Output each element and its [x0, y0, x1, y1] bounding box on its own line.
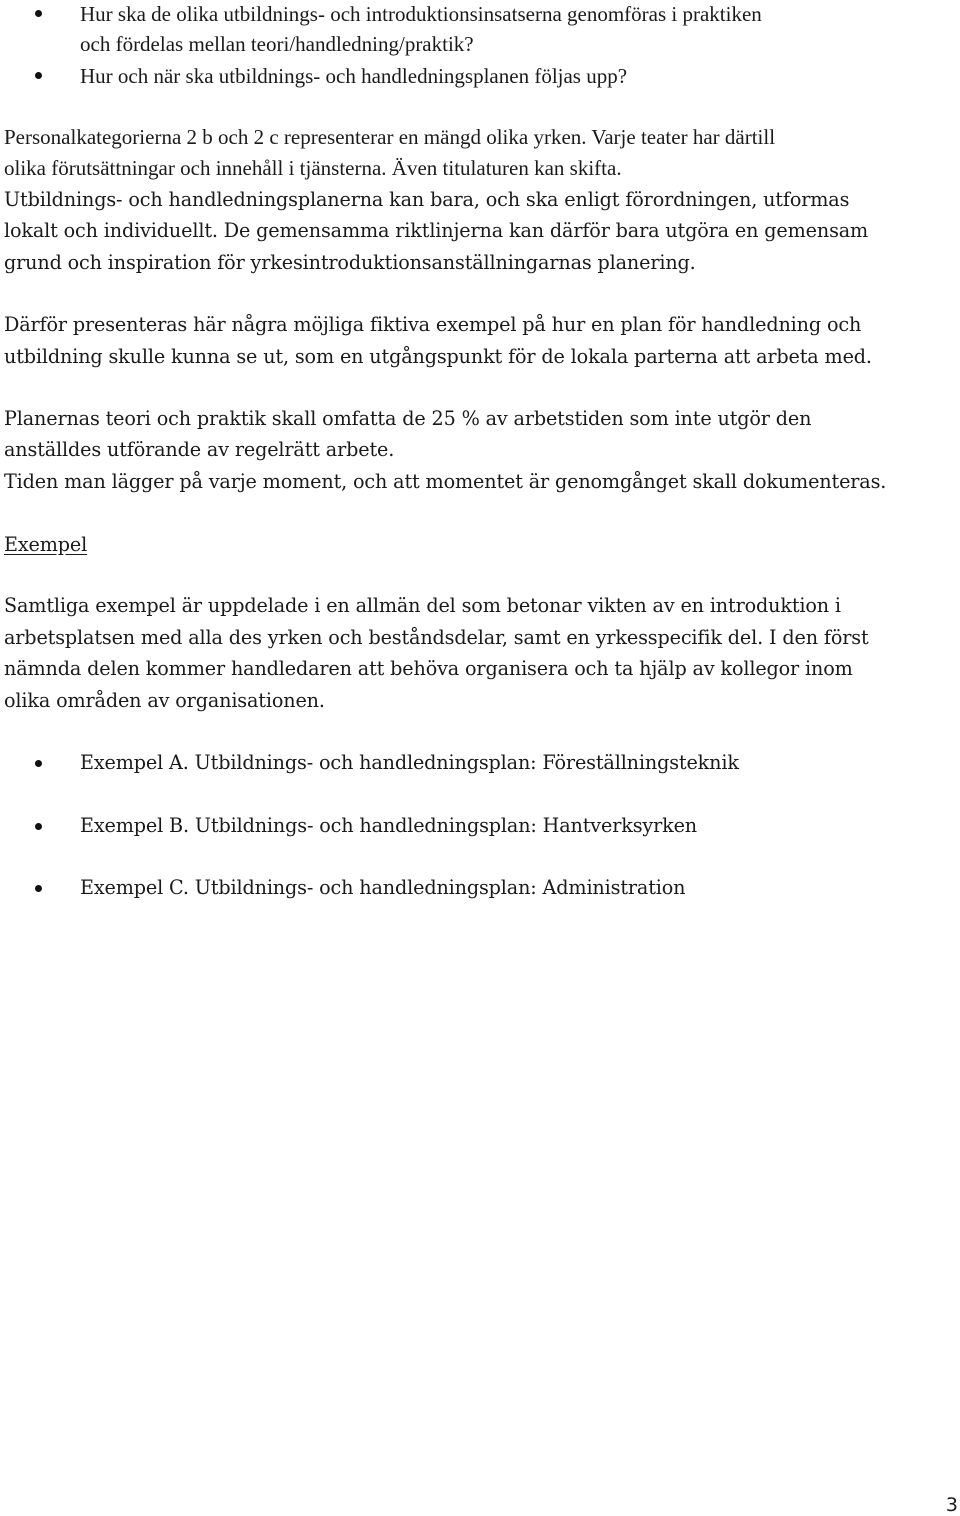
paragraph-line: Samtliga exempel är uppdelade i en allmän del som betonar vikten av en introduktion i [4, 594, 841, 617]
paragraph-line: anställdes utförande av regelrätt arbete. [4, 438, 395, 461]
bullet-text-line: och fördelas mellan teori/handledning/praktik? [80, 32, 474, 56]
example-list-item: Exempel C. Utbildnings- och handledningsplan: Administration [80, 876, 686, 899]
paragraph-line: Personalkategorierna 2 b och 2 c representerar en mängd olika yrken. Varje teater har därtill [4, 125, 776, 149]
section-heading: Exempel [4, 533, 88, 556]
paragraph-line: arbetsplatsen med alla des yrken och beståndsdelar, samt en yrkesspecifik del. I den först [4, 626, 869, 649]
example-list-item: Exempel B. Utbildnings- och handledningsplan: Hantverksyrken [80, 814, 697, 837]
bullet-text-line: Hur ska de olika utbildnings- och introduktionsinsatserna genomföras i praktiken [80, 2, 762, 26]
paragraph-line: grund och inspiration för yrkesintroduktionsanställningarnas planering. [4, 251, 696, 274]
paragraph-line: olika områden av organisationen. [4, 689, 325, 712]
bullet-marker [35, 10, 42, 17]
paragraph-line: Utbildnings- och handledningsplanerna kan bara, och ska enligt förordningen, utformas [4, 188, 850, 211]
bullet-marker [35, 72, 42, 79]
bullet-text-line: Hur och när ska utbildnings- och handledningsplanen följas upp? [80, 64, 628, 88]
bullet-marker [35, 885, 42, 892]
paragraph-line: nämnda delen kommer handledaren att behöva organisera och ta hjälp av kollegor inom [4, 657, 853, 680]
page-number: 3 [945, 1494, 958, 1516]
paragraph-line: Planernas teori och praktik skall omfatta de 25 % av arbetstiden som inte utgör den [4, 407, 812, 430]
bullet-marker [35, 760, 42, 767]
paragraph-line: Tiden man lägger på varje moment, och att momentet är genomgånget skall dokumenteras. [4, 470, 887, 493]
paragraph-line: Därför presenteras här några möjliga fiktiva exempel på hur en plan för handledning och [4, 313, 862, 336]
paragraph-line: lokalt och individuellt. De gemensamma riktlinjerna kan därför bara utgöra en gemensam [4, 219, 869, 242]
paragraph-line: utbildning skulle kunna se ut, som en utgångspunkt för de lokala parterna att arbeta med. [4, 345, 872, 368]
bullet-marker [35, 823, 42, 830]
example-list-item: Exempel A. Utbildnings- och handledningsplan: Föreställningsteknik [80, 751, 739, 774]
paragraph-line: olika förutsättningar och innehåll i tjänsterna. Även titulaturen kan skifta. [4, 156, 622, 180]
